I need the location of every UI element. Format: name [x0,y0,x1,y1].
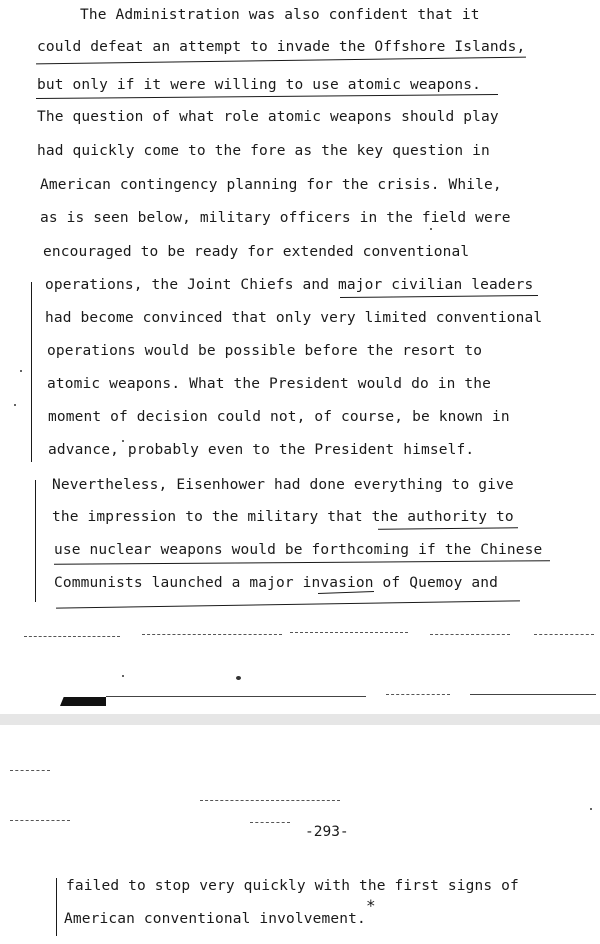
dashed-rule-3 [290,632,408,633]
margin-bracket-lower [35,480,36,602]
speck [122,440,124,442]
scan-rule-lower-3 [250,822,290,823]
text-line-6: American contingency planning for the crisis. While, [40,177,502,193]
speck [430,228,432,230]
page-number: -293- [305,824,349,840]
text-line-10: had become convinced that only very limited conventional [45,310,543,326]
underline-civilian-leaders [340,295,538,298]
dashed-rule-5 [534,634,594,635]
scan-rule-lower-1 [10,770,50,771]
text-line-2: could defeat an attempt to invade the Offshore Islands, [37,39,526,55]
speck [14,404,16,406]
scan-rule-lower-2 [200,800,340,801]
text-line-12: atomic weapons. What the President would do in the [47,376,491,392]
text-line-15: Nevertheless, Eisenhower had done everything to give [52,477,514,493]
dashed-rule-1 [24,636,120,637]
margin-bracket-upper [31,282,32,462]
text-line-7: as is seen below, military officers in the field were [40,210,511,226]
speck [122,675,124,677]
text-line-17: use nuclear weapons would be forthcoming if the Chinese [54,542,543,558]
text-line-5: had quickly come to the fore as the key question in [37,143,490,159]
underline-bottom-sweep [56,600,520,608]
speck [590,808,592,810]
text-line-16: the impression to the military that the authority to [52,509,514,525]
dashed-rule-2 [142,634,282,635]
speck [20,370,22,372]
text-line-1: The Administration was also confident that it [80,7,480,23]
text-line-11: operations would be possible before the resort to [47,343,483,359]
text-line-18: Communists launched a major invasion of Quemoy and [54,575,498,591]
text-line-4: The question of what role atomic weapons should play [37,109,499,125]
text-line-13: moment of decision could not, of course, be known in [48,409,510,425]
scan-rule-right [470,694,596,695]
text-line-3: but only if it were willing to use atomic weapons. [37,77,481,93]
scan-rule-left [106,696,366,697]
speck [236,676,241,680]
footnote-asterisk: * [366,896,376,915]
underline-authority [378,527,518,529]
continuation-line-2: American conventional involvement. [64,911,366,927]
margin-bracket-continuation [56,878,57,936]
text-line-9: operations, the Joint Chiefs and major civilian leaders [45,277,534,293]
scan-rule-mid [386,694,450,695]
scan-black-mark [60,697,106,706]
underline-offshore [36,57,526,65]
underline-atomic-weapons [36,94,498,99]
underline-nuclear-weapons [54,560,550,564]
scan-rule-lower-4 [10,820,70,821]
text-line-8: encouraged to be ready for extended conventional [43,244,470,260]
text-line-14: advance, probably even to the President himself. [48,442,475,458]
continuation-line-1: failed to stop very quickly with the first signs of [66,878,519,894]
dashed-rule-4 [430,634,510,635]
page-break-band [0,714,600,725]
